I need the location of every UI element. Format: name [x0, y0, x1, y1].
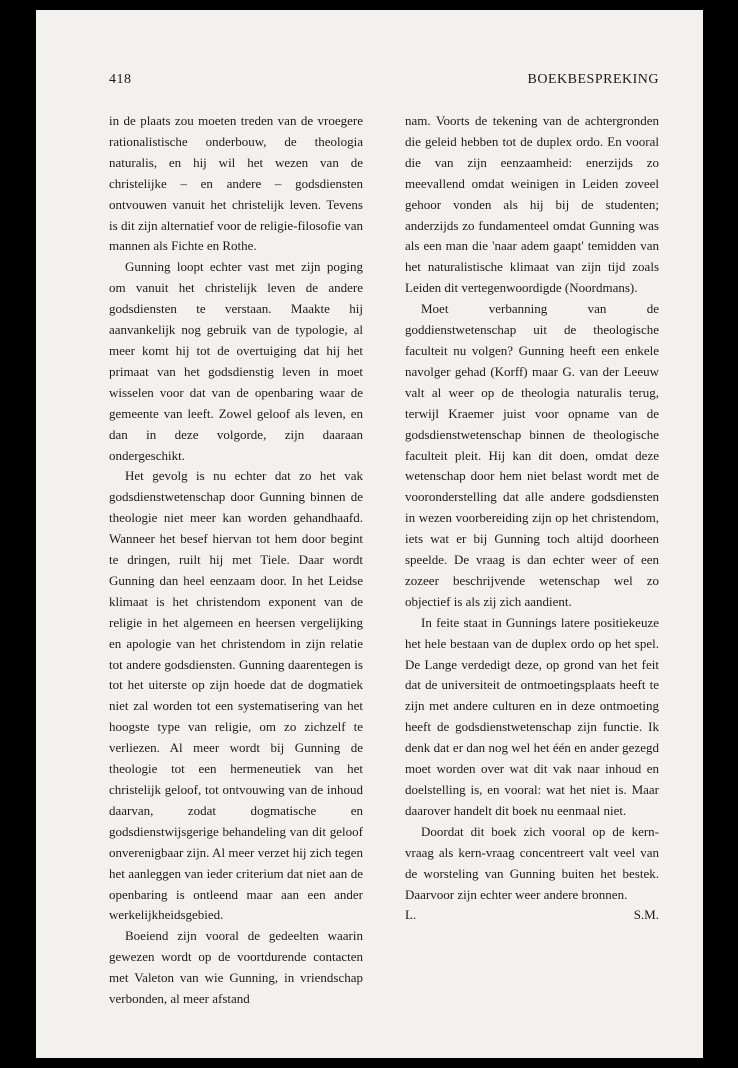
scan-border-right — [703, 0, 738, 1068]
paragraph: Doordat dit boek zich vooral op de kern-vraag als kern-vraag concentreert valt veel van de worsteling van Gunning buiten het bestek. Daarvoor zijn echter weer andere bronnen. — [405, 823, 659, 902]
review-signature — [405, 905, 659, 926]
paragraph: Moet verbanning van de goddienstwetenschap uit de theologische faculteit nu volgen? Gunning heeft een enkele navolger gehad (Korff) maar G. van der Leeuw valt al weer op de theologia naturalis terug, terwijl Kraemer juist voor opname van de godsdienstwetenschap binnen de theologische faculteit pleit. Hij kan dit doen, omdat deze wetenschap door hem niet belast wordt met de vooronderstelling dat alle andere godsdiensten in wezen voorbereiding zijn op het christendom, iets wat er bij Gunning toch altijd doorheen speelde. De vraag is dan echter weer of een zozeer beschrijvende wetenschap wel zo objectief is als zij zich aandient. — [405, 301, 659, 609]
page-header — [109, 72, 659, 92]
right-column — [405, 111, 659, 926]
scan-border-left — [0, 0, 36, 1068]
scan-border-top — [0, 0, 738, 10]
signature-initials: S.M. — [633, 907, 659, 923]
paragraph: Het gevolg is nu echter dat zo het vak godsdienstwetenschap door Gunning binnen de theologie niet meer kan worden gehandhaafd. Wanneer het besef hiervan tot hem door begint te dringen, ruilt hij met Tiele. Daar wordt Gunning dan heel eenzaam door. In het Leidse klimaat is het christendom exponent van de religie in het algemeen en heersen vergelijking en apologie van het christendom in zijn relatie tot andere godsdiensten. Gunning daarentegen is tot het uiterste op zijn hoede dat de dogmatiek niet zal worden tot een systematisering van het hoogste type van religie, om zo zichzelf te verliezen. Al meer wordt bij Gunning de theologie tot een hermeneutiek van het christelijk geloof, tot ontvouwing van de inhoud daarvan, zodat dogmatische en godsdienstwijsgerige behandeling van dit geloof onverenigbaar zijn. Al meer verzet hij zich tegen het aanleggen van ieder criterium dat niet aan de openbaring is ontleend maar aan een ander werkelijkheidsgebied. — [109, 468, 363, 923]
scan-border-bottom — [0, 1058, 738, 1068]
paragraph: nam. Voorts de tekening van de achtergronden die geleid hebben tot de duplex ordo. En vooral die van zijn eenzaamheid: enerzijds zo meevallend omdat weinigen in Leiden zoveel gehoor vonden als hij bij de studenten; anderzijds zo fundamenteel omdat Gunning was als een man die 'naar adem gaapt' temidden van het naturalistische klimaat van zijn tijd zoals Leiden dit vertegenwoordigde (Noordmans). — [405, 113, 659, 296]
left-column — [109, 111, 363, 1010]
paragraph: Gunning loopt echter vast met zijn poging om vanuit het christelijk leven de andere godsdiensten te verstaan. Maakte hij aanvankelijk nog gebruik van de typologie, al meer komt hij tot de overtuiging dat hij het primaat van het godsdienstig leven in moet wisselen voor dat van de openbaring waar de gemeente van leeft. Zowel geloof als leven, en dan in deze volgorde, zijn daaraan ondergeschikt. — [109, 259, 363, 463]
running-head: BOEKBESPREKING — [527, 72, 659, 87]
paragraph: In feite staat in Gunnings latere positiekeuze het hele bestaan van de duplex ordo op het spel. De Lange verdedigt deze, op grond van het feit dat de universiteit de ontmoetingsplaats heeft te zijn met andere culturen en in deze ontmoeting heeft de godsdienstwetenschap zijn functie. Ik denk dat er dan nog wel het één en ander gezegd moet worden over wat dit vak naar inhoud en doelstelling is, en vooral: wat het niet is. Maar daarover handelt dit boek nu eenmaal niet. — [405, 614, 659, 818]
signature-place: L. — [405, 907, 417, 923]
page-number: 418 — [109, 72, 132, 87]
paragraph: in de plaats zou moeten treden van de vroegere rationalistische onderbouw, de theologia naturalis, en hij wil het wezen van de christelijke – en andere – godsdiensten ontvouwen vanuit het christelijk leven. Tevens is dit zijn alternatief voor de religie-filosofie van mannen als Fichte en Rothe. — [109, 113, 363, 254]
paragraph: Boeiend zijn vooral de gedeelten waarin gewezen wordt op de voortdurende contacten met Valeton van wie Gunning, in vriendschap verbonden, al meer afstand — [109, 928, 363, 1007]
